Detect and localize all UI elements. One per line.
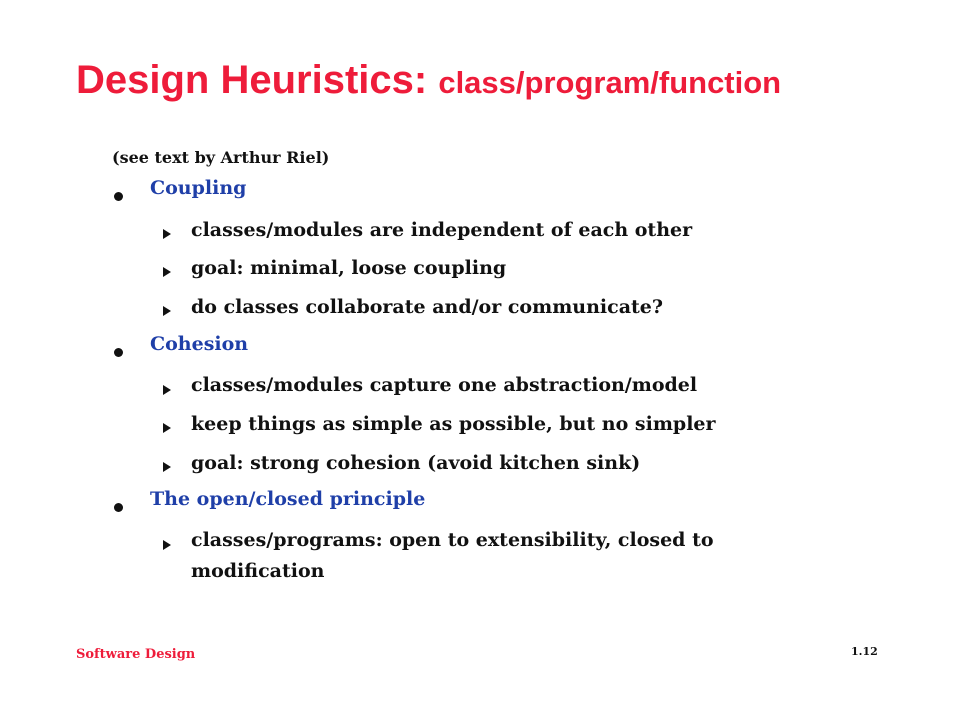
bullet-circle-icon [114, 192, 123, 201]
bullet-arrow-icon [163, 306, 171, 316]
slide-title [76, 60, 781, 100]
bullet-arrow-icon [163, 229, 171, 239]
bullet-arrow-icon [163, 267, 171, 277]
slide-number: 1.12 [851, 645, 878, 658]
bullet-arrow-icon [163, 423, 171, 433]
section-heading-cohesion: Cohesion [150, 333, 249, 355]
list-item-continuation: modification [191, 560, 325, 582]
list-item: classes/modules capture one abstraction/model [191, 374, 698, 396]
list-item: goal: minimal, loose coupling [191, 257, 507, 279]
section-heading-open-closed: The open/closed principle [150, 488, 426, 510]
slide-title-sub: class/program/function [438, 65, 782, 100]
list-item: do classes collaborate and/or communicate? [191, 296, 664, 318]
bullet-arrow-icon [163, 385, 171, 395]
list-item: classes/programs: open to extensibility, closed to [191, 529, 714, 551]
bullet-arrow-icon [163, 540, 171, 550]
list-item: goal: strong cohesion (avoid kitchen sink) [191, 452, 641, 474]
source-note: (see text by Arthur Riel) [112, 148, 330, 167]
bullet-arrow-icon [163, 462, 171, 472]
bullet-circle-icon [114, 348, 123, 357]
footer-course-title: Software Design [76, 647, 196, 662]
section-heading-coupling: Coupling [150, 177, 247, 199]
list-item: classes/modules are independent of each other [191, 219, 693, 241]
slide-title-main: Design Heuristics: [76, 58, 439, 102]
list-item: keep things as simple as possible, but no simpler [191, 413, 716, 435]
bullet-circle-icon [114, 503, 123, 512]
